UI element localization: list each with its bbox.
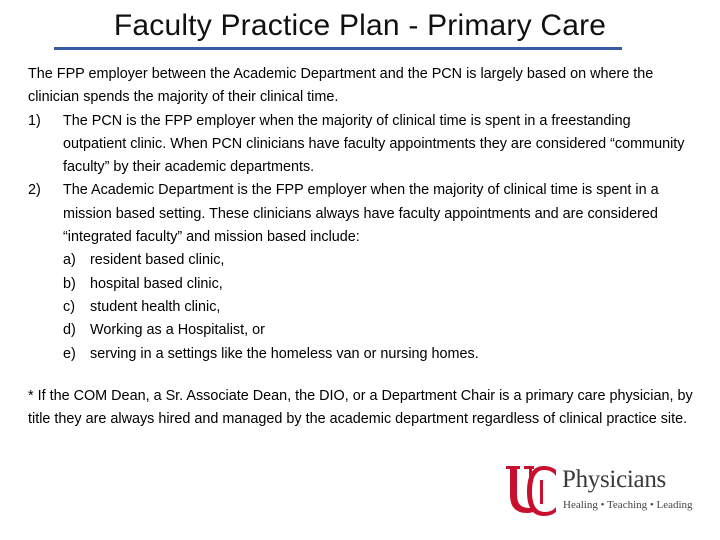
- sub-item-letter: b): [63, 275, 76, 292]
- sub-item-letter: a): [63, 252, 76, 269]
- list-item-1: [28, 110, 693, 180]
- list-item-2: [28, 179, 693, 365]
- slide-title: Faculty Practice Plan - Primary Care: [113, 9, 607, 42]
- sub-item-text: serving in a settings like the homeless van or nursing homes.: [90, 345, 479, 362]
- slide-body: [28, 63, 693, 366]
- footnote: * If the COM Dean, a Sr. Associate Dean, the DIO, or a Department Chair is a primary care physician, by title they are always hired and managed by the academic department regardless of clinical practice site.: [28, 388, 693, 428]
- sub-list: [63, 249, 693, 365]
- sub-item-c: [63, 296, 693, 319]
- sub-item-letter: e): [63, 345, 76, 362]
- list-number: 1): [28, 112, 41, 129]
- list-item-body: [63, 179, 693, 365]
- sub-item-b: [63, 273, 693, 296]
- title-underline: [54, 47, 622, 50]
- sub-item-text: resident based clinic,: [90, 252, 225, 269]
- uc-logo-mark-icon: [500, 462, 560, 520]
- sub-item-text: student health clinic,: [90, 298, 221, 315]
- sub-item-letter: d): [63, 322, 76, 339]
- sub-item-a: [63, 249, 693, 272]
- list-item-text: The Academic Department is the FPP employer when the majority of clinical time is spent in a mission based setting. These clinicians always have faculty appointments and are considered “integrated faculty” and mission based include:: [63, 182, 659, 246]
- sub-item-e: [63, 343, 693, 366]
- sub-item-text: Working as a Hospitalist, or: [90, 322, 265, 339]
- sub-item-d: [63, 319, 693, 342]
- intro-paragraph: The FPP employer between the Academic Department and the PCN is largely based on where the clinician spends the majority of their clinical time.: [28, 66, 654, 106]
- uc-physicians-logo: [500, 462, 700, 520]
- list-item-text: The PCN is the FPP employer when the majority of clinical time is spent in a freestanding outpatient clinic. When PCN clinicians have faculty appointments they are considered “community faculty” by their academic departments.: [63, 112, 685, 176]
- logo-name: Physicians: [562, 466, 666, 493]
- logo-tagline: Healing • Teaching • Leading: [563, 499, 693, 511]
- list-number: 2): [28, 182, 41, 199]
- sub-item-text: hospital based clinic,: [90, 275, 223, 292]
- sub-item-letter: c): [63, 298, 75, 315]
